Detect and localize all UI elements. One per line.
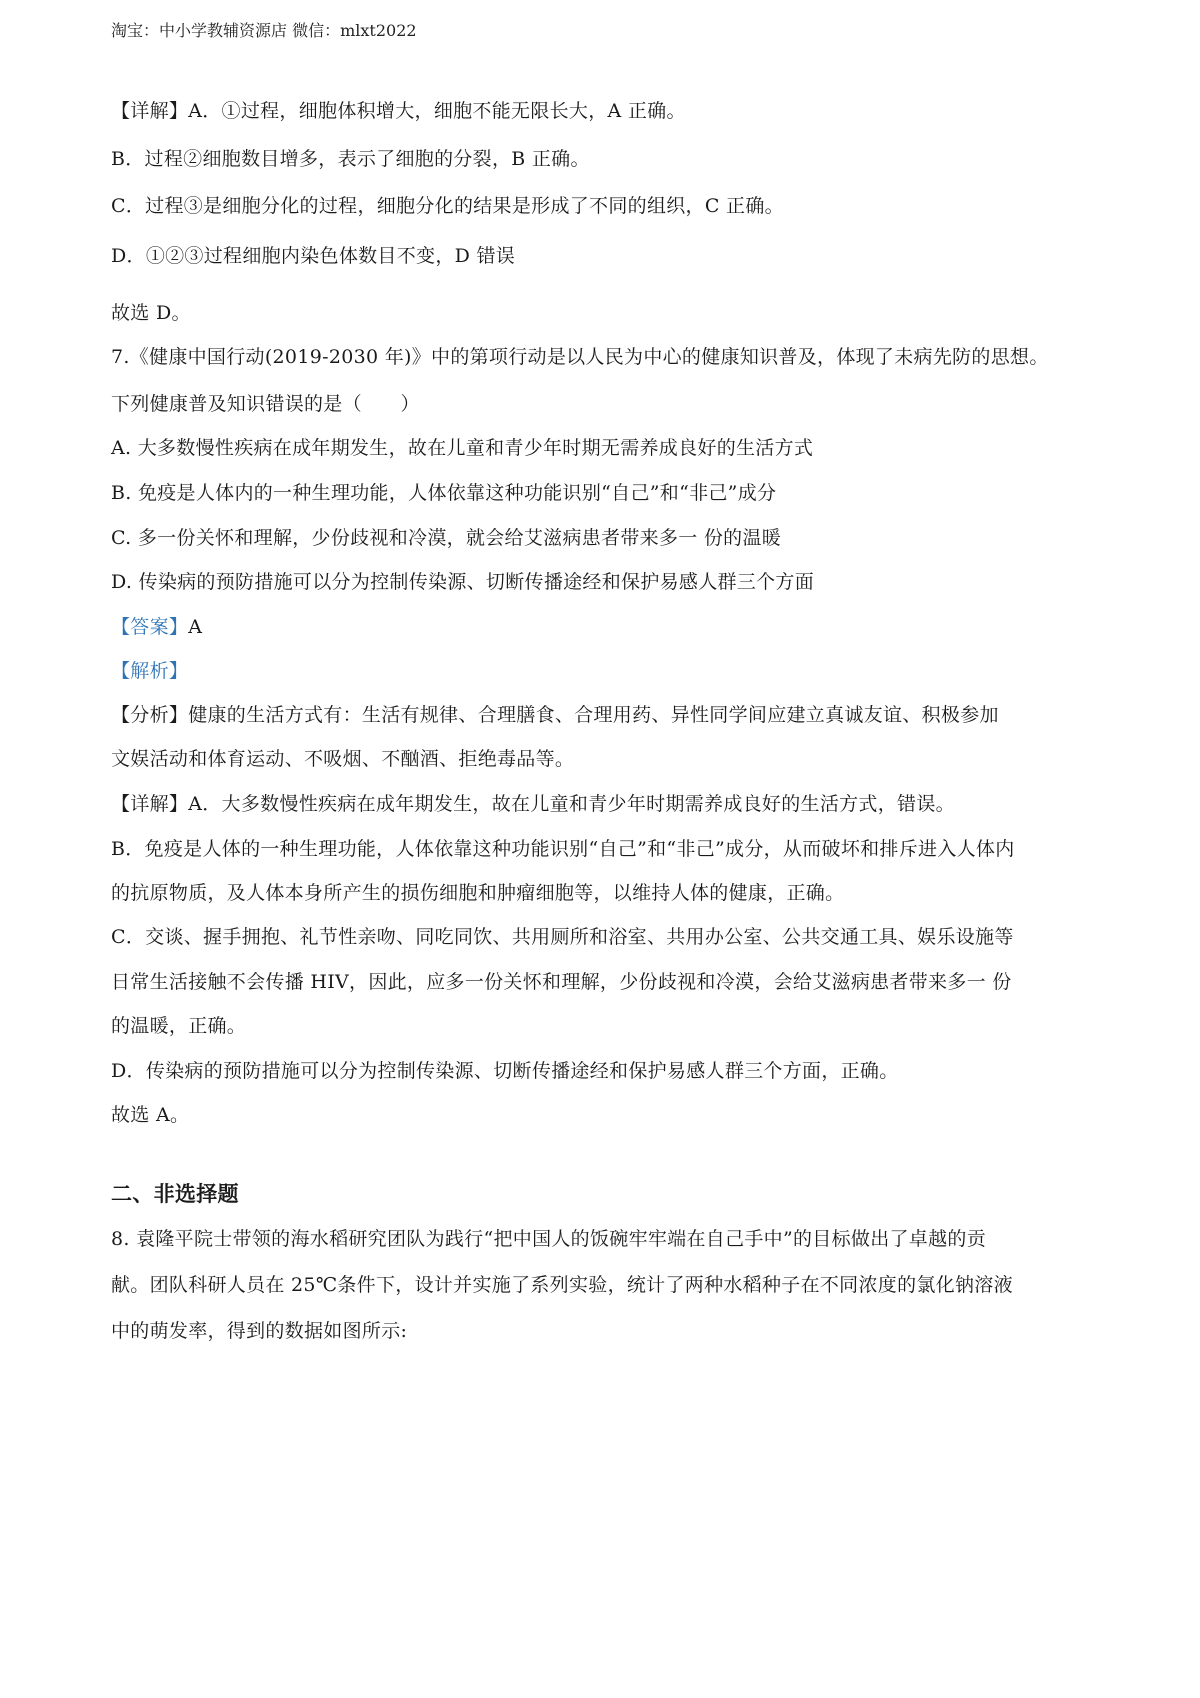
q6-detail-b: B．过程②细胞数目增多，表示了细胞的分裂，B 正确。: [111, 148, 590, 170]
q7-option-a: A. 大多数慢性疾病在成年期发生，故在儿童和青少年时期无需养成良好的生活方式: [111, 437, 814, 459]
analysis-tag: 【解析】: [111, 660, 189, 682]
q6-detail-a: 【详解】A．①过程，细胞体积增大，细胞不能无限长大，A 正确。: [111, 100, 686, 122]
q8-line1: 8. 袁隆平院士带领的海水稻研究团队为践行“把中国人的饭碗牢牢端在自己手中”的目标做出了卓越的贡: [111, 1228, 986, 1250]
q7-conclusion: 故选 A。: [111, 1104, 190, 1126]
q7-detail-a: 【详解】A．大多数慢性疾病在成年期发生，故在儿童和青少年时期需养成良好的生活方式，错误。: [111, 793, 955, 815]
q6-conclusion: 故选 D。: [111, 302, 191, 324]
q7-stem-line1: 7.《健康中国行动(2019-2030 年)》中的第项行动是以人民为中心的健康知识普及，体现了未病先防的思想。: [111, 346, 1049, 368]
q7-fenxi-line1: 【分析】健康的生活方式有：生活有规律、合理膳食、合理用药、异性同学间应建立真诚友谊、积极参加: [111, 704, 999, 726]
q7-detail-b2: 的抗原物质，及人体本身所产生的损伤细胞和肿瘤细胞等，以维持人体的健康，正确。: [111, 882, 845, 904]
q7-detail-c2: 日常生活接触不会传播 HIV，因此，应多一份关怀和理解，少份歧视和冷漠，会给艾滋病患者带来多一 份: [111, 971, 1012, 993]
q6-detail-d: D．①②③过程细胞内染色体数目不变，D 错误: [111, 245, 516, 267]
q7-fenxi-line2: 文娱活动和体育运动、不吸烟、不酗酒、拒绝毒品等。: [111, 748, 575, 770]
section-title-nonchoice: 二、非选择题: [111, 1182, 239, 1206]
q7-option-d: D. 传染病的预防措施可以分为控制传染源、切断传播途经和保护易感人群三个方面: [111, 571, 815, 593]
q7-option-b: B. 免疫是人体内的一种生理功能，人体依靠这种功能识别“自己”和“非己”成分: [111, 482, 777, 504]
q6-detail-c: C．过程③是细胞分化的过程，细胞分化的结果是形成了不同的组织，C 正确。: [111, 195, 784, 217]
answer-tag: 【答案】: [111, 616, 189, 638]
q7-detail-d: D．传染病的预防措施可以分为控制传染源、切断传播途经和保护易感人群三个方面，正确。: [111, 1060, 899, 1082]
q7-option-c: C. 多一份关怀和理解，少份歧视和冷漠，就会给艾滋病患者带来多一 份的温暖: [111, 527, 782, 549]
q7-detail-c3: 的温暖，正确。: [111, 1015, 247, 1037]
q7-detail-b1: B．免疫是人体的一种生理功能，人体依靠这种功能识别“自己”和“非己”成分，从而破坏和排斥进入人体内: [111, 838, 1015, 860]
q8-line3: 中的萌发率，得到的数据如图所示:: [111, 1320, 408, 1342]
q8-line2: 献。团队科研人员在 25℃条件下，设计并实施了系列实验，统计了两种水稻种子在不同浓度的氯化钠溶液: [111, 1274, 1013, 1296]
q7-answer: [111, 612, 1101, 642]
page-header-note: 淘宝：中小学教辅资源店 微信：mlxt2022: [111, 21, 417, 40]
q7-stem-line2: 下列健康普及知识错误的是（ ）: [111, 393, 420, 415]
answer-value: A: [188, 616, 203, 638]
q7-detail-c1: C．交谈、握手拥抱、礼节性亲吻、同吃同饮、共用厕所和浴室、共用办公室、公共交通工具、娱乐设施等: [111, 926, 1014, 948]
document-body: [111, 96, 1101, 1346]
